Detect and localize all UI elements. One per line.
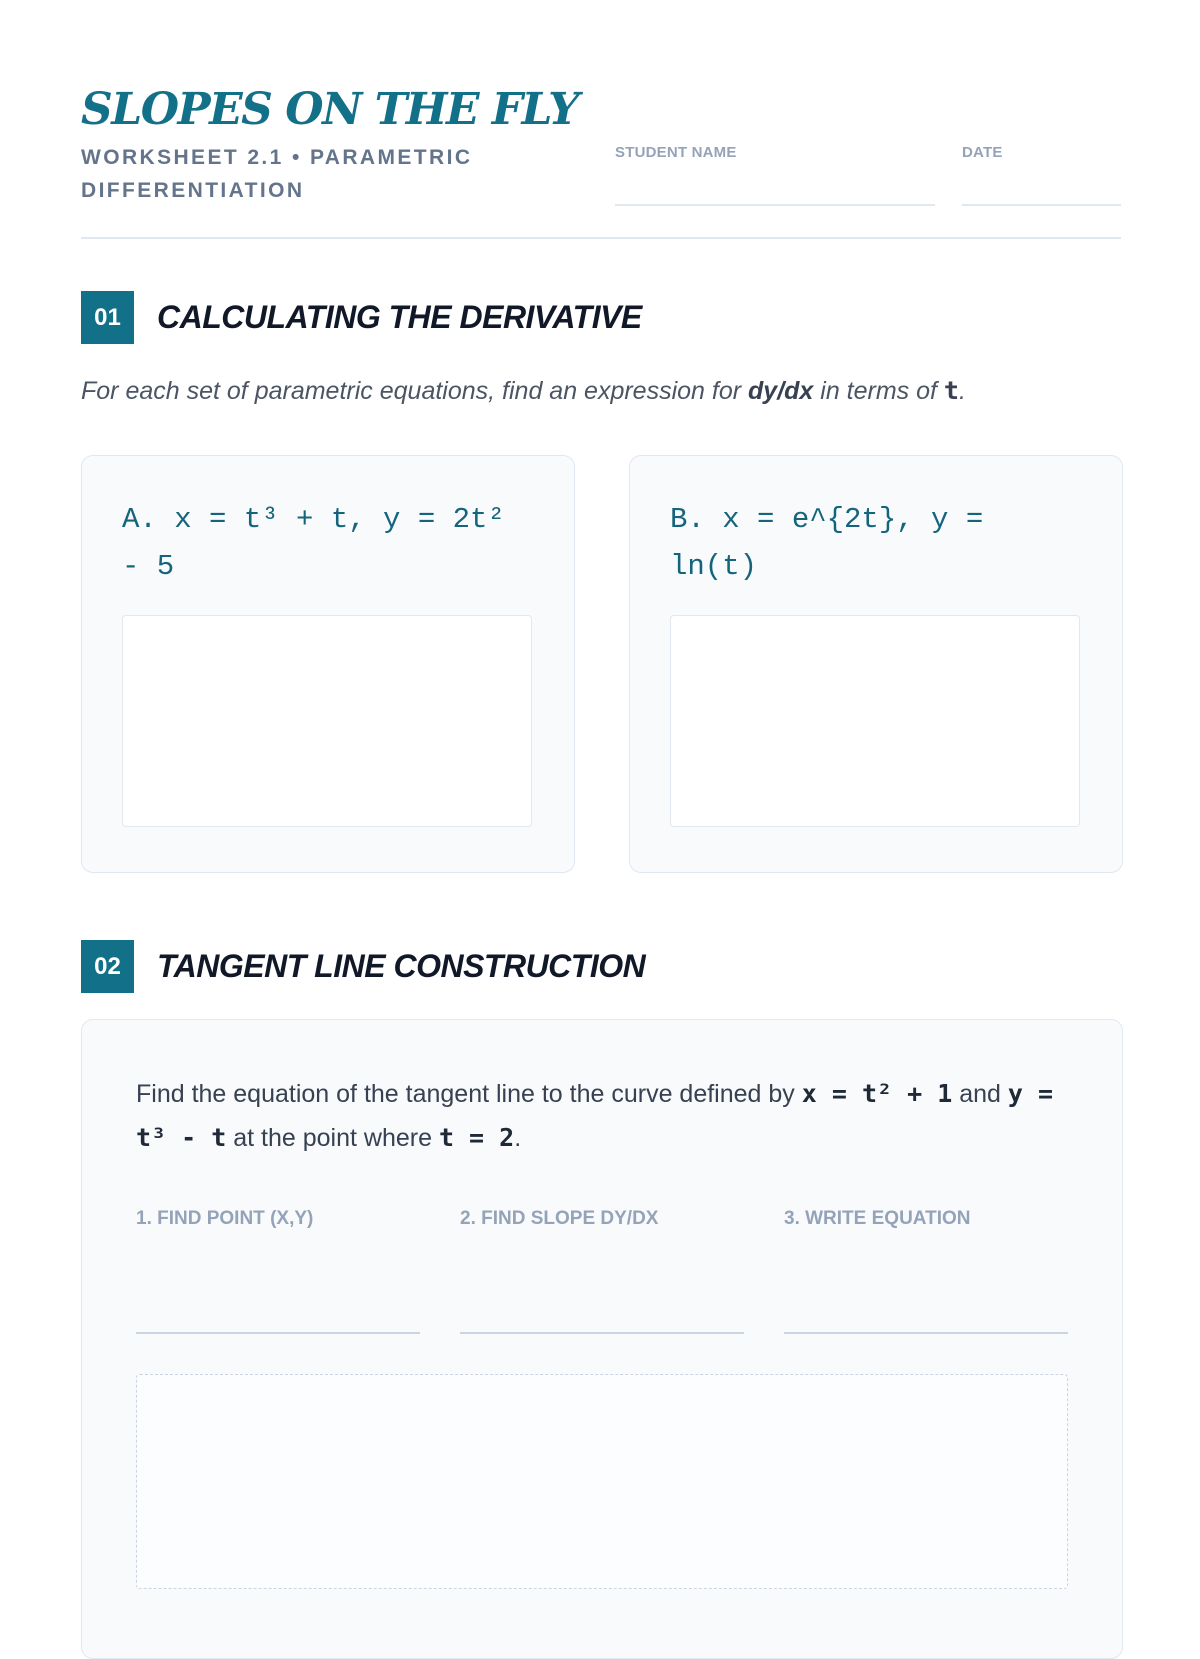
date-label: DATE (962, 144, 1003, 161)
instructions-text: For each set of parametric equations, find an expression for (81, 377, 749, 405)
t-value: t = 2 (438, 1123, 515, 1152)
worksheet-header (81, 82, 1121, 239)
instructions-variable: t (943, 376, 959, 405)
step-1-answer-line[interactable] (136, 1332, 420, 1334)
student-name-field[interactable] (615, 204, 935, 206)
step-3-answer-line[interactable] (784, 1332, 1068, 1334)
step-2-answer-line[interactable] (460, 1332, 744, 1334)
step-2-label: 2. FIND SLOPE DY/DX (460, 1208, 659, 1229)
instructions-dydx: dy/dx (748, 377, 814, 405)
tangent-prompt-text-4: . (514, 1124, 522, 1152)
section-1-title: CALCULATING THE DERIVATIVE (157, 299, 642, 335)
worksheet-title: SLOPES ON THE FLY (81, 84, 579, 135)
x-equation: x = t² + 1 (801, 1079, 953, 1108)
section-2-number: 02 (81, 940, 134, 993)
problem-card-a (81, 455, 575, 873)
problem-a-equations: A. x = t³ + t, y = 2t² - 5 (122, 503, 505, 583)
problem-card-b (629, 455, 1123, 873)
step-1-label: 1. FIND POINT (X,Y) (136, 1208, 314, 1229)
tangent-prompt-text-2: and (952, 1080, 1008, 1108)
student-name-label: STUDENT NAME (615, 144, 737, 161)
step-3-label: 3. WRITE EQUATION (784, 1208, 971, 1229)
section-1-number: 01 (81, 291, 134, 344)
tangent-prompt-text-3: at the point where (226, 1124, 439, 1152)
instructions-text-middle: in terms of (813, 377, 944, 405)
section-2-title: TANGENT LINE CONSTRUCTION (157, 948, 646, 984)
tangent-card (81, 1019, 1123, 1659)
work-area-box[interactable] (136, 1374, 1068, 1589)
worksheet-subtitle: WORKSHEET 2.1 • PARAMETRIC DIFFERENTIATION (81, 146, 473, 202)
instructions-period: . (958, 377, 966, 405)
date-field[interactable] (962, 204, 1121, 206)
y-equation: y = t³ - t (136, 1079, 1054, 1152)
tangent-prompt-text-1: Find the equation of the tangent line to the curve defined by (136, 1080, 802, 1108)
problem-a-answer-box[interactable] (122, 615, 532, 827)
tangent-prompt (136, 1072, 1066, 1160)
section-1-instructions (81, 374, 966, 408)
problem-b-equations: B. x = e^{2t}, y = ln(t) (670, 503, 984, 583)
problem-b-answer-box[interactable] (670, 615, 1080, 827)
